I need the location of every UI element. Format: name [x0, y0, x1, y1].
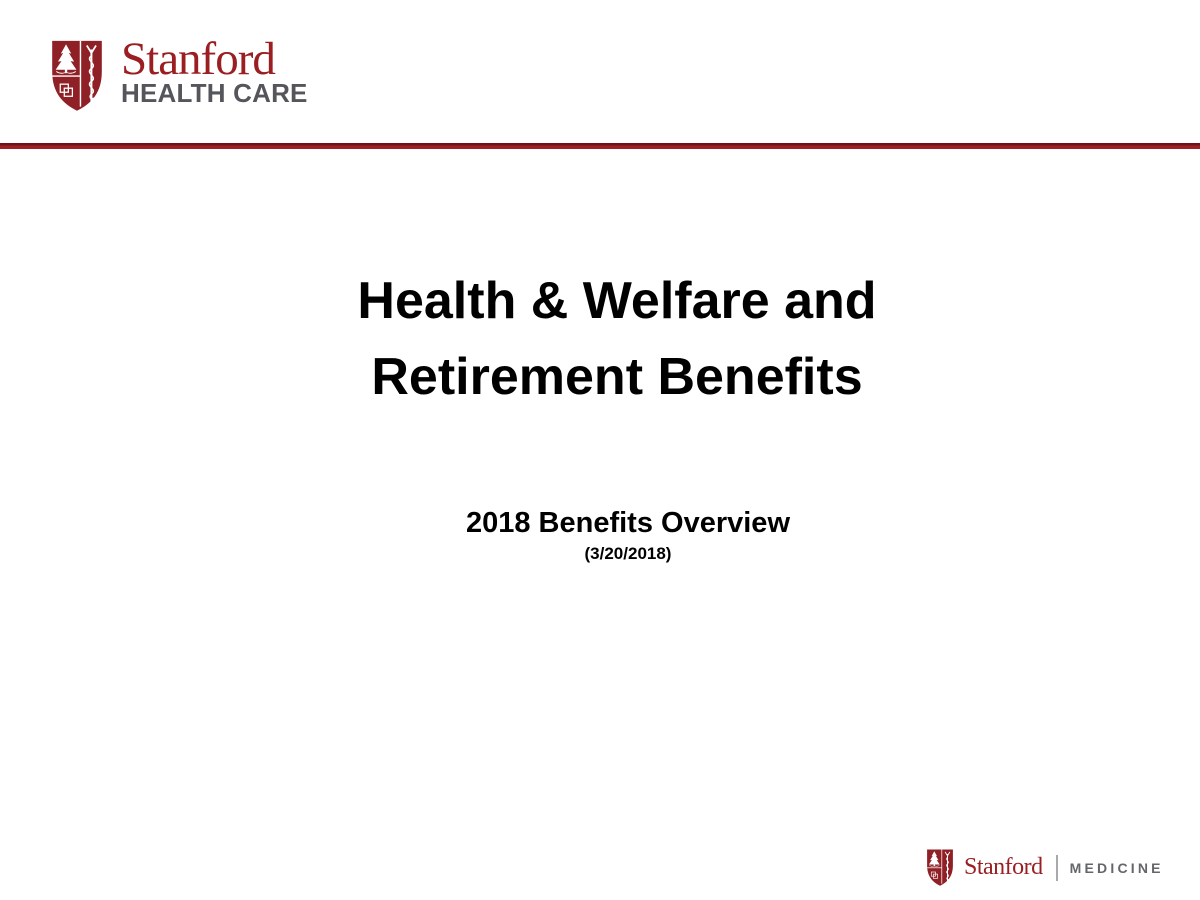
header-logo-text [121, 33, 308, 108]
slide-title-line2: Retirement Benefits [371, 348, 863, 406]
header-brand-subtitle: HEALTH CARE [121, 78, 308, 108]
footer-brand-subtitle: MEDICINE [1069, 859, 1164, 876]
slide-title [17, 263, 1200, 415]
header-brand-name: Stanford [121, 33, 275, 85]
stanford-shield-icon [925, 848, 955, 887]
slide-subtitle-group [28, 506, 1200, 566]
slide-subtitle: 2018 Benefits Overview [465, 507, 790, 539]
stanford-health-care-logo [48, 33, 308, 113]
slide-date: (3/20/2018) [584, 544, 672, 563]
footer-brand-name: Stanford [964, 854, 1043, 880]
slide-title-line1: Health & Welfare and [357, 272, 877, 330]
stanford-shield-icon [48, 38, 106, 113]
divider-rule [0, 143, 1200, 149]
stanford-medicine-logo [925, 848, 1164, 887]
footer-logo-divider [1056, 855, 1058, 881]
